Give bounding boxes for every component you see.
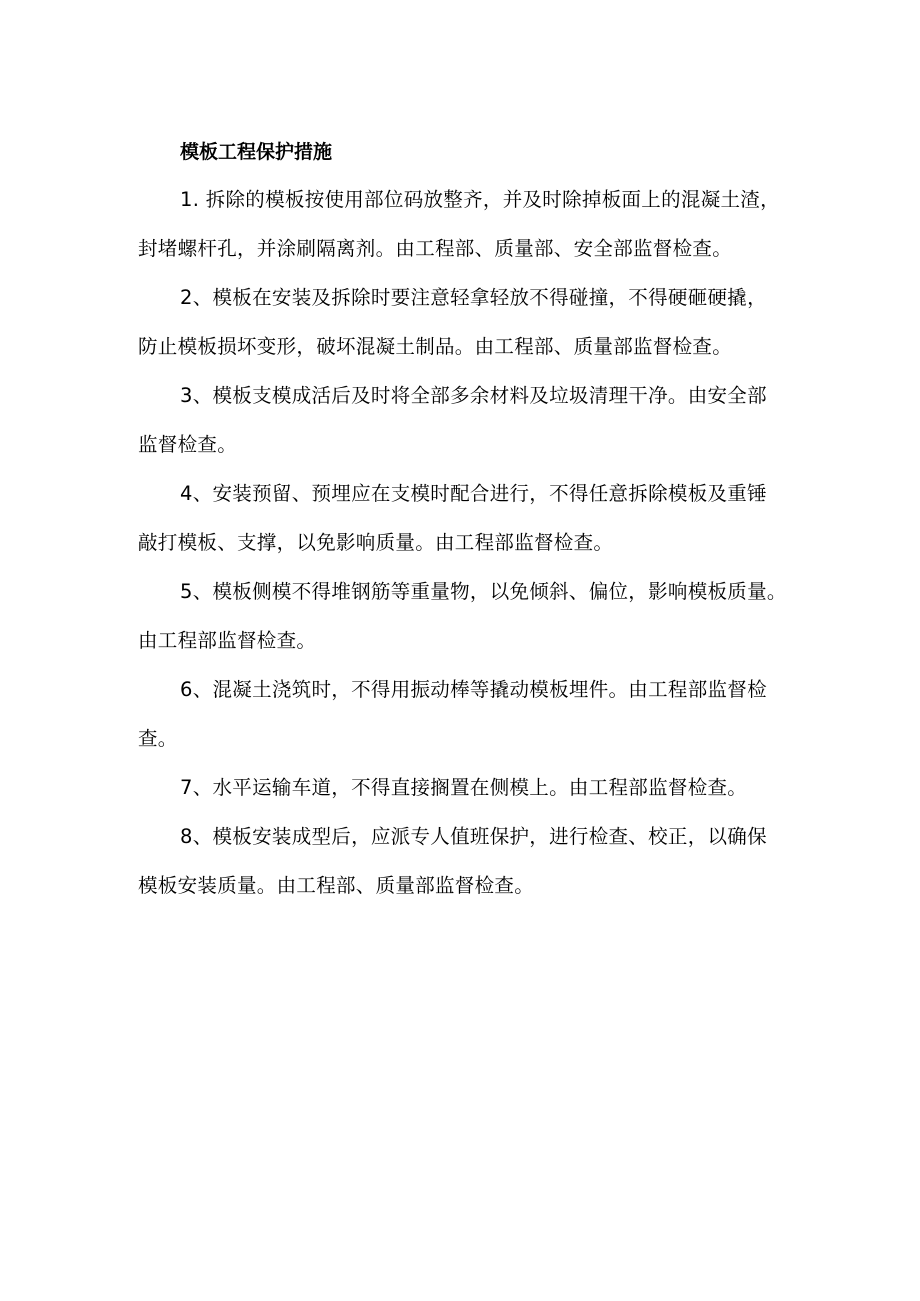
document-title: 模板工程保护措施 bbox=[180, 141, 333, 163]
item-8-line-1: 8、模板安装成型后，应派专人值班保护，进行检查、校正，以确保 bbox=[180, 825, 767, 848]
item-3-line-1: 3、模板支模成活后及时将全部多余材料及垃圾清理干净。由安全部 bbox=[180, 384, 767, 407]
item-1-line-1: 1. 拆除的模板按使用部位码放整齐，并及时除掉板面上的混凝土渣， bbox=[180, 188, 780, 211]
item-4-line-2: 敲打模板、支撑，以免影响质量。由工程部监督检查。 bbox=[138, 531, 614, 554]
item-5-line-1: 5、模板侧模不得堆钢筋等重量物，以免倾斜、偏位，影响模板质量。 bbox=[180, 580, 787, 603]
item-2-line-1: 2、模板在安装及拆除时要注意轻拿轻放不得碰撞，不得硬砸硬撬， bbox=[180, 286, 767, 309]
item-6-line-2: 查。 bbox=[138, 727, 178, 750]
item-8-line-2: 模板安装质量。由工程部、质量部监督检查。 bbox=[138, 874, 535, 897]
item-5-line-2: 由工程部监督检查。 bbox=[138, 629, 317, 652]
item-1-line-2: 封堵螺杆孔，并涂刷隔离剂。由工程部、质量部、安全部监督检查。 bbox=[138, 237, 733, 260]
item-6-line-1: 6、混凝土浇筑时，不得用振动棒等撬动模板埋件。由工程部监督检 bbox=[180, 678, 767, 701]
item-2-line-2: 防止模板损坏变形，破坏混凝土制品。由工程部、质量部监督检查。 bbox=[138, 335, 733, 358]
item-3-line-2: 监督检查。 bbox=[138, 433, 238, 456]
item-4-line-1: 4、安装预留、预埋应在支模时配合进行，不得任意拆除模板及重锤 bbox=[180, 482, 767, 505]
item-7-line-1: 7、水平运输车道，不得直接搁置在侧模上。由工程部监督检查。 bbox=[180, 776, 748, 799]
